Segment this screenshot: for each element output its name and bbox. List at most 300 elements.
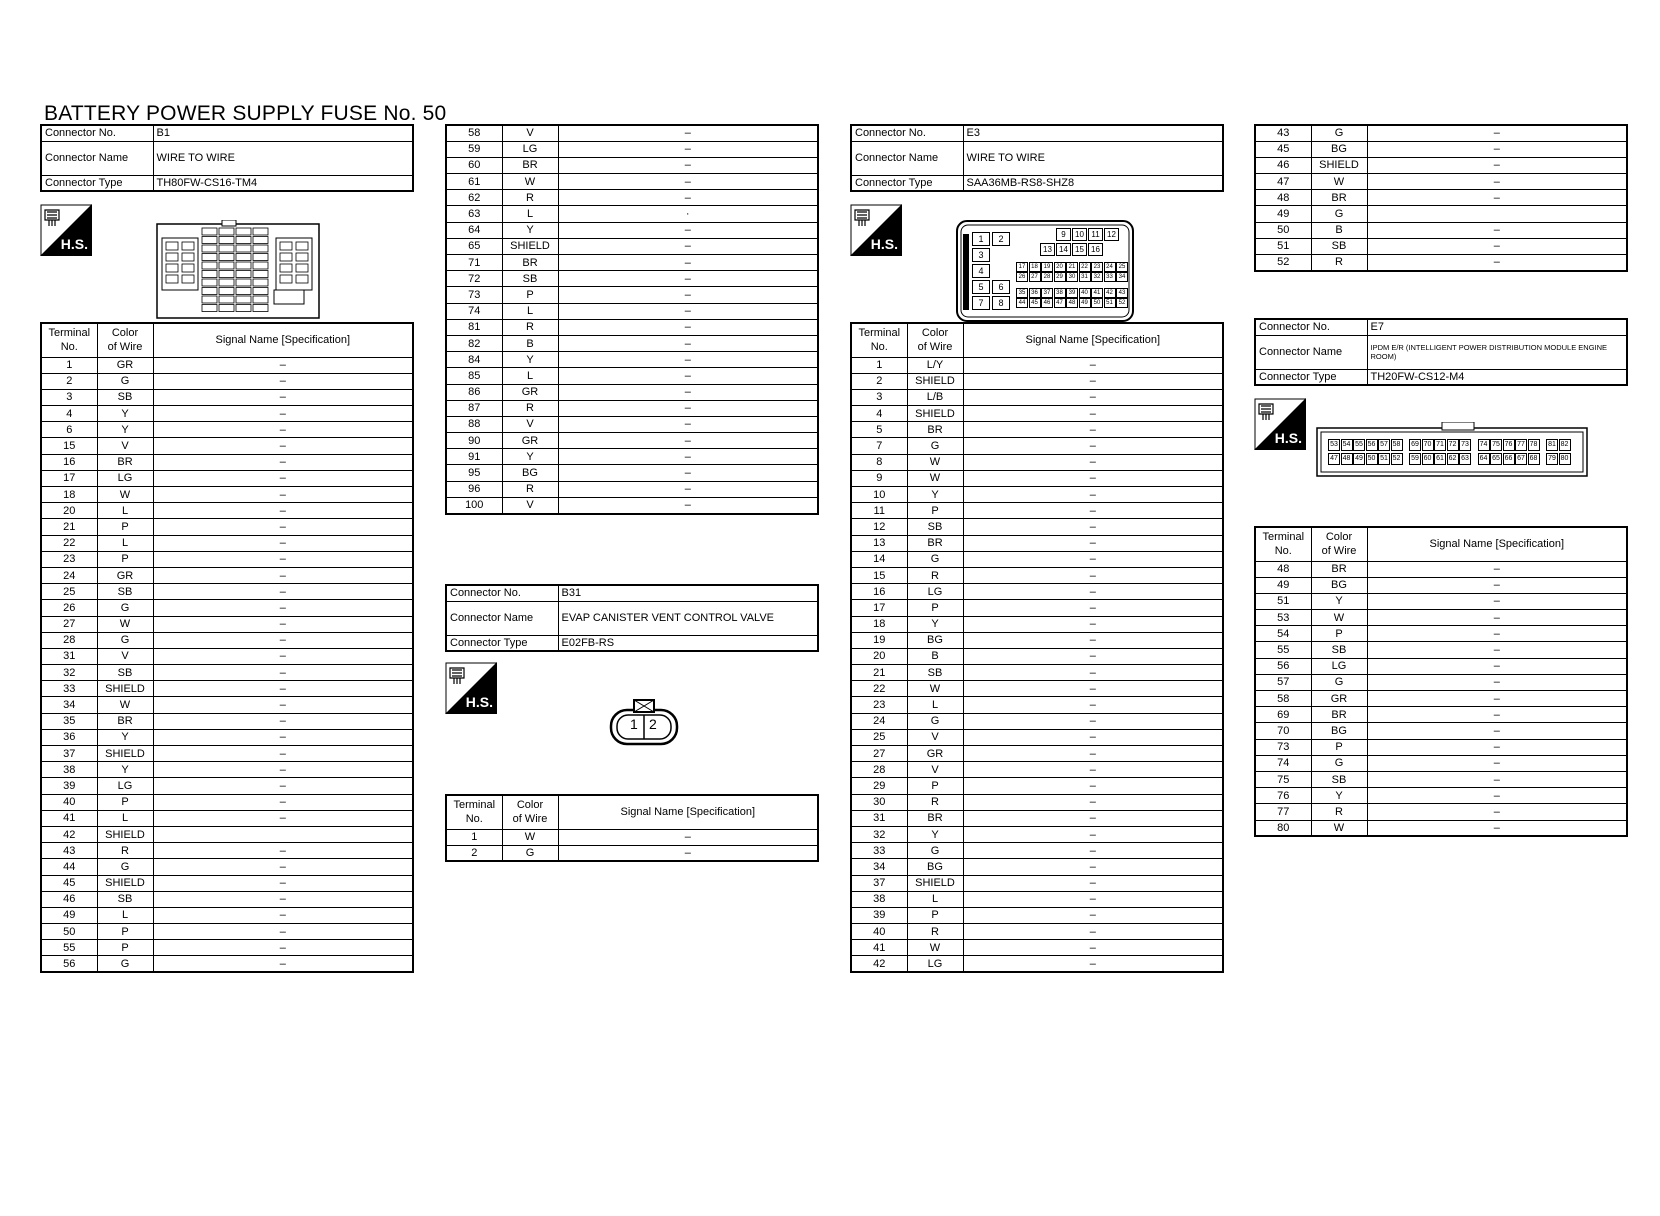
table-row: [41, 665, 413, 681]
e3-pin: 32: [1091, 272, 1103, 282]
signal-name: ·: [558, 206, 818, 222]
signal-name: –: [1367, 658, 1627, 674]
wire-color: L: [502, 206, 558, 222]
table-row: [446, 352, 818, 368]
wire-color: G: [1311, 125, 1367, 141]
wire-color: SB: [502, 271, 558, 287]
info-row-name: [41, 141, 413, 175]
terminal-no: 96: [446, 481, 502, 497]
table-row: [446, 400, 818, 416]
e3-pin: 23: [1091, 262, 1103, 272]
table-header-row: [446, 795, 818, 829]
wire-color: R: [907, 567, 963, 583]
signal-name: –: [153, 551, 413, 567]
table-row: [1255, 642, 1627, 658]
table-row: [446, 319, 818, 335]
terminal-no: 76: [1255, 788, 1311, 804]
terminal-header-line1: Terminal: [858, 327, 901, 340]
terminal-no: 2: [851, 373, 907, 389]
table-row: [446, 222, 818, 238]
wire-color: R: [502, 319, 558, 335]
signal-name: –: [558, 174, 818, 190]
terminal-no: 4: [851, 406, 907, 422]
table-row: [41, 924, 413, 940]
wire-color: L: [97, 535, 153, 551]
wire-color: Y: [97, 406, 153, 422]
table-row: [41, 746, 413, 762]
wire-color: Y: [97, 762, 153, 778]
wire-color: G: [1311, 674, 1367, 690]
terminal-no: 95: [446, 465, 502, 481]
terminal-table: [445, 124, 819, 515]
terminal-no: 50: [41, 924, 97, 940]
signal-name: –: [963, 389, 1223, 405]
terminal-no: 50: [1255, 222, 1311, 238]
connector-info-table: [445, 584, 819, 652]
signal-name: –: [153, 648, 413, 664]
e3-pin: 27: [1029, 272, 1041, 282]
table-row: [1255, 206, 1627, 222]
wire-color: W: [907, 454, 963, 470]
table-row: [446, 416, 818, 432]
wire-color: BG: [1311, 577, 1367, 593]
table-row: [851, 891, 1223, 907]
wire-color: V: [502, 497, 558, 513]
table-row: [446, 190, 818, 206]
e3-pin: 19: [1041, 262, 1053, 272]
harness-side-label: H.S.: [465, 694, 493, 710]
e7-pin: 53: [1328, 439, 1340, 451]
signal-name: –: [153, 794, 413, 810]
table-row: [851, 470, 1223, 486]
e3-pin: 11: [1088, 228, 1103, 241]
signal-name: –: [963, 697, 1223, 713]
terminal-no: 17: [41, 470, 97, 486]
terminal-header-line2: No.: [870, 341, 888, 354]
signal-name: –: [963, 826, 1223, 842]
harness-side-label: H.S.: [1274, 430, 1302, 446]
signal-name: –: [153, 859, 413, 875]
terminal-no: 49: [41, 907, 97, 923]
b31-connector-face-diagram: [609, 698, 679, 746]
wire-color: SB: [907, 665, 963, 681]
terminal-no: 7: [851, 438, 907, 454]
table-row: [1255, 707, 1627, 723]
connector-name-label: Connector Name: [851, 141, 963, 175]
signal-name: –: [1367, 642, 1627, 658]
table-row: [41, 470, 413, 486]
terminal-no: 21: [41, 519, 97, 535]
wire-color: W: [97, 697, 153, 713]
terminal-no: 32: [851, 826, 907, 842]
wire-color: SB: [97, 665, 153, 681]
signal-name: –: [153, 875, 413, 891]
signal-name: –: [963, 746, 1223, 762]
terminal-no: 74: [446, 303, 502, 319]
connector-e3-block: [850, 124, 1224, 970]
e3-pin: 47: [1054, 298, 1066, 308]
terminal-no: 15: [41, 438, 97, 454]
signal-name: –: [963, 438, 1223, 454]
signal-name: –: [1367, 739, 1627, 755]
wire-color: SHIELD: [907, 373, 963, 389]
terminal-no: 90: [446, 433, 502, 449]
signal-name: –: [963, 891, 1223, 907]
info-row-name: [446, 601, 818, 635]
signal-name: –: [558, 335, 818, 351]
table-row: [851, 584, 1223, 600]
table-row: [851, 729, 1223, 745]
table-row: [1255, 255, 1627, 271]
e3-pin: 44: [1016, 298, 1028, 308]
table-row: [851, 422, 1223, 438]
b31-pin-2: 2: [649, 716, 657, 732]
terminal-no: 49: [1255, 206, 1311, 222]
signal-name: –: [1367, 222, 1627, 238]
signal-name: –: [963, 454, 1223, 470]
e3-pin: 24: [1104, 262, 1116, 272]
table-row: [41, 762, 413, 778]
wire-color: BG: [1311, 141, 1367, 157]
table-row: [41, 422, 413, 438]
info-row-no: [446, 585, 818, 601]
signal-name: –: [153, 600, 413, 616]
connector-type-label: Connector Type: [446, 635, 558, 651]
e7-pin: 82: [1559, 439, 1571, 451]
wire-color: BG: [502, 465, 558, 481]
wire-color: G: [97, 632, 153, 648]
terminal-no: 41: [851, 940, 907, 956]
e3-pin: 42: [1104, 288, 1116, 298]
terminal-no: 12: [851, 519, 907, 535]
wire-color: P: [907, 778, 963, 794]
connector-number-value: B1: [153, 125, 413, 141]
wire-color: W: [1311, 610, 1367, 626]
connector-name-value: WIRE TO WIRE: [963, 141, 1223, 175]
e7-pin: 69: [1409, 439, 1421, 451]
terminal-no: 25: [41, 584, 97, 600]
wire-color: R: [97, 843, 153, 859]
terminal-no: 36: [41, 729, 97, 745]
signal-name: –: [963, 778, 1223, 794]
e7-pin: 48: [1341, 453, 1353, 465]
signal-name: –: [558, 303, 818, 319]
e7-pin: 64: [1478, 453, 1490, 465]
terminal-no: 48: [1255, 190, 1311, 206]
terminal-table: [1254, 124, 1628, 272]
signal-name: –: [153, 665, 413, 681]
table-row: [41, 438, 413, 454]
signal-name: –: [558, 125, 818, 141]
terminal-no: 19: [851, 632, 907, 648]
terminal-no: 40: [851, 924, 907, 940]
terminal-no: 75: [1255, 771, 1311, 787]
color-header-line2: of Wire: [917, 341, 953, 354]
terminal-no: 28: [41, 632, 97, 648]
e3-pin: 45: [1029, 298, 1041, 308]
table-row: [1255, 755, 1627, 771]
wire-color: BR: [1311, 707, 1367, 723]
e7-pin: 65: [1490, 453, 1502, 465]
connector-number-label: Connector No.: [851, 125, 963, 141]
table-row: [41, 648, 413, 664]
terminal-no: 100: [446, 497, 502, 513]
e3-pin: 13: [1040, 243, 1055, 256]
table-row: [41, 956, 413, 972]
table-row: [446, 157, 818, 173]
signal-name: –: [963, 567, 1223, 583]
terminal-no: 87: [446, 400, 502, 416]
signal-name: –: [153, 778, 413, 794]
color-header-line1: Color: [516, 799, 544, 812]
table-row: [851, 567, 1223, 583]
harness-side-icon: [445, 662, 497, 714]
table-row: [851, 956, 1223, 972]
wire-color: GR: [97, 567, 153, 583]
connector-number-value: B31: [558, 585, 818, 601]
signal-name: –: [153, 503, 413, 519]
table-row: [446, 303, 818, 319]
wire-color: P: [97, 794, 153, 810]
wire-color: G: [907, 438, 963, 454]
terminal-no: 17: [851, 600, 907, 616]
signal-name: –: [963, 584, 1223, 600]
e7-pin: 71: [1434, 439, 1446, 451]
terminal-no: 1: [851, 357, 907, 373]
signal-name: –: [153, 681, 413, 697]
wire-color: R: [502, 481, 558, 497]
table-row: [1255, 174, 1627, 190]
signal-name: –: [963, 810, 1223, 826]
table-row: [446, 449, 818, 465]
terminal-no: 46: [41, 891, 97, 907]
wire-color: SB: [1311, 771, 1367, 787]
terminal-no: 84: [446, 352, 502, 368]
table-row: [1255, 610, 1627, 626]
wire-color: SHIELD: [907, 406, 963, 422]
signal-name: –: [963, 859, 1223, 875]
signal-name: –: [153, 891, 413, 907]
wire-color: R: [502, 400, 558, 416]
terminal-no: 22: [851, 681, 907, 697]
wire-color: BR: [502, 157, 558, 173]
terminal-no: 24: [41, 567, 97, 583]
terminal-no: 53: [1255, 610, 1311, 626]
terminal-no: 88: [446, 416, 502, 432]
table-row: [1255, 820, 1627, 836]
wire-color: V: [97, 438, 153, 454]
signal-name: –: [963, 681, 1223, 697]
terminal-no: 40: [41, 794, 97, 810]
wire-color: P: [97, 940, 153, 956]
signal-name: –: [1367, 141, 1627, 157]
e3-pin: 1: [972, 232, 990, 246]
terminal-no: 65: [446, 238, 502, 254]
wire-color: L: [97, 907, 153, 923]
connector-name-value: WIRE TO WIRE: [153, 141, 413, 175]
terminal-no: 64: [446, 222, 502, 238]
terminal-table: [445, 794, 819, 862]
e3-pin: 16: [1088, 243, 1103, 256]
terminal-no: 16: [851, 584, 907, 600]
wire-color: W: [907, 940, 963, 956]
terminal-no: 31: [851, 810, 907, 826]
connector-type-value: E02FB-RS: [558, 635, 818, 651]
signal-name: –: [1367, 190, 1627, 206]
wire-color: BG: [1311, 723, 1367, 739]
signal-name: –: [558, 400, 818, 416]
connector-name-value: EVAP CANISTER VENT CONTROL VALVE: [558, 601, 818, 635]
e3-pin: 49: [1079, 298, 1091, 308]
table-row: [446, 465, 818, 481]
terminal-no: 52: [1255, 255, 1311, 271]
terminal-no: 26: [41, 600, 97, 616]
wire-color: W: [907, 470, 963, 486]
table-row: [851, 810, 1223, 826]
wire-color: V: [502, 125, 558, 141]
connector-type-value: TH80FW-CS16-TM4: [153, 175, 413, 191]
wire-color: LG: [907, 956, 963, 972]
terminal-no: 18: [851, 616, 907, 632]
signal-name: –: [558, 287, 818, 303]
table-row: [851, 826, 1223, 842]
table-row: [41, 584, 413, 600]
e3-pin: 17: [1016, 262, 1028, 272]
e7-pin: 63: [1459, 453, 1471, 465]
table-header-row: [851, 323, 1223, 357]
signal-name: –: [963, 956, 1223, 972]
signal-name: –: [558, 222, 818, 238]
terminal-no: 4: [41, 406, 97, 422]
signal-name: –: [1367, 610, 1627, 626]
terminal-no: 51: [1255, 238, 1311, 254]
table-row: [41, 535, 413, 551]
b1-connector-face-diagram: [156, 220, 320, 320]
terminal-no: 81: [446, 319, 502, 335]
table-row: [851, 357, 1223, 373]
terminal-header: [1255, 527, 1311, 561]
terminal-no: 91: [446, 449, 502, 465]
e3-pin: 34: [1116, 272, 1128, 282]
signal-name: –: [153, 616, 413, 632]
terminal-no: 55: [41, 940, 97, 956]
table-row: [41, 843, 413, 859]
e3-pin: 22: [1079, 262, 1091, 272]
terminal-no: 23: [41, 551, 97, 567]
signal-name: –: [963, 665, 1223, 681]
terminal-no: 72: [446, 271, 502, 287]
wire-color: GR: [1311, 691, 1367, 707]
terminal-no: 62: [446, 190, 502, 206]
terminal-no: 58: [446, 125, 502, 141]
signal-name: –: [558, 271, 818, 287]
e7-pin: 54: [1341, 439, 1353, 451]
e3-pin: 35: [1016, 288, 1028, 298]
table-row: [41, 389, 413, 405]
table-row: [1255, 723, 1627, 739]
signal-name: –: [1367, 804, 1627, 820]
wire-color: SHIELD: [502, 238, 558, 254]
wire-color: SB: [97, 891, 153, 907]
terminal-no: 21: [851, 665, 907, 681]
wire-color: P: [907, 503, 963, 519]
e3-pin: 15: [1072, 243, 1087, 256]
e7-pin: 60: [1422, 453, 1434, 465]
terminal-no: 32: [41, 665, 97, 681]
table-row: [41, 713, 413, 729]
connector-number-label: Connector No.: [446, 585, 558, 601]
connector-type-label: Connector Type: [1255, 369, 1367, 385]
wire-color: Y: [1311, 593, 1367, 609]
terminal-no: 34: [851, 859, 907, 875]
terminal-no: 43: [41, 843, 97, 859]
table-row: [851, 762, 1223, 778]
e3-pin: 14: [1056, 243, 1071, 256]
table-row: [851, 681, 1223, 697]
e3-pin: 33: [1104, 272, 1116, 282]
signal-name: –: [963, 503, 1223, 519]
terminal-no: 71: [446, 255, 502, 271]
table-row: [851, 389, 1223, 405]
terminal-header-line2: No.: [465, 813, 483, 826]
signal-name: –: [1367, 157, 1627, 173]
signal-name: –: [153, 389, 413, 405]
wire-color: P: [1311, 739, 1367, 755]
e3-pin: 5: [972, 280, 990, 294]
signal-name: –: [558, 352, 818, 368]
wire-color: W: [502, 829, 558, 845]
wire-color: P: [907, 907, 963, 923]
e3-pin: 38: [1054, 288, 1066, 298]
signal-name: –: [963, 940, 1223, 956]
e3-pin: 7: [972, 296, 990, 310]
e7-pin: 73: [1459, 439, 1471, 451]
harness-side-label: H.S.: [870, 236, 898, 252]
wire-color: GR: [907, 746, 963, 762]
terminal-no: 82: [446, 335, 502, 351]
wire-color: SB: [97, 389, 153, 405]
signal-name: –: [153, 907, 413, 923]
signal-name: –: [153, 487, 413, 503]
terminal-no: 9: [851, 470, 907, 486]
signal-name: –: [153, 924, 413, 940]
wire-color: SHIELD: [97, 746, 153, 762]
wire-color: G: [907, 843, 963, 859]
signal-name: –: [963, 519, 1223, 535]
e7-pin: 68: [1528, 453, 1540, 465]
terminal-no: 48: [1255, 561, 1311, 577]
wire-color: SHIELD: [907, 875, 963, 891]
signal-name: –: [153, 632, 413, 648]
signal-name: –: [558, 829, 818, 845]
terminal-no: 55: [1255, 642, 1311, 658]
terminal-header: [446, 795, 502, 829]
color-header-line1: Color: [1325, 531, 1353, 544]
table-header-row: [1255, 527, 1627, 561]
terminal-no: 3: [41, 389, 97, 405]
terminal-no: 20: [851, 648, 907, 664]
signal-name: –: [963, 729, 1223, 745]
wire-color: V: [907, 762, 963, 778]
signal-name: –: [963, 470, 1223, 486]
signal-name: –: [1367, 755, 1627, 771]
wire-color: GR: [502, 433, 558, 449]
terminal-no: 33: [851, 843, 907, 859]
table-row: [851, 487, 1223, 503]
wire-color: W: [502, 174, 558, 190]
terminal-no: 46: [1255, 157, 1311, 173]
signal-name: –: [153, 519, 413, 535]
